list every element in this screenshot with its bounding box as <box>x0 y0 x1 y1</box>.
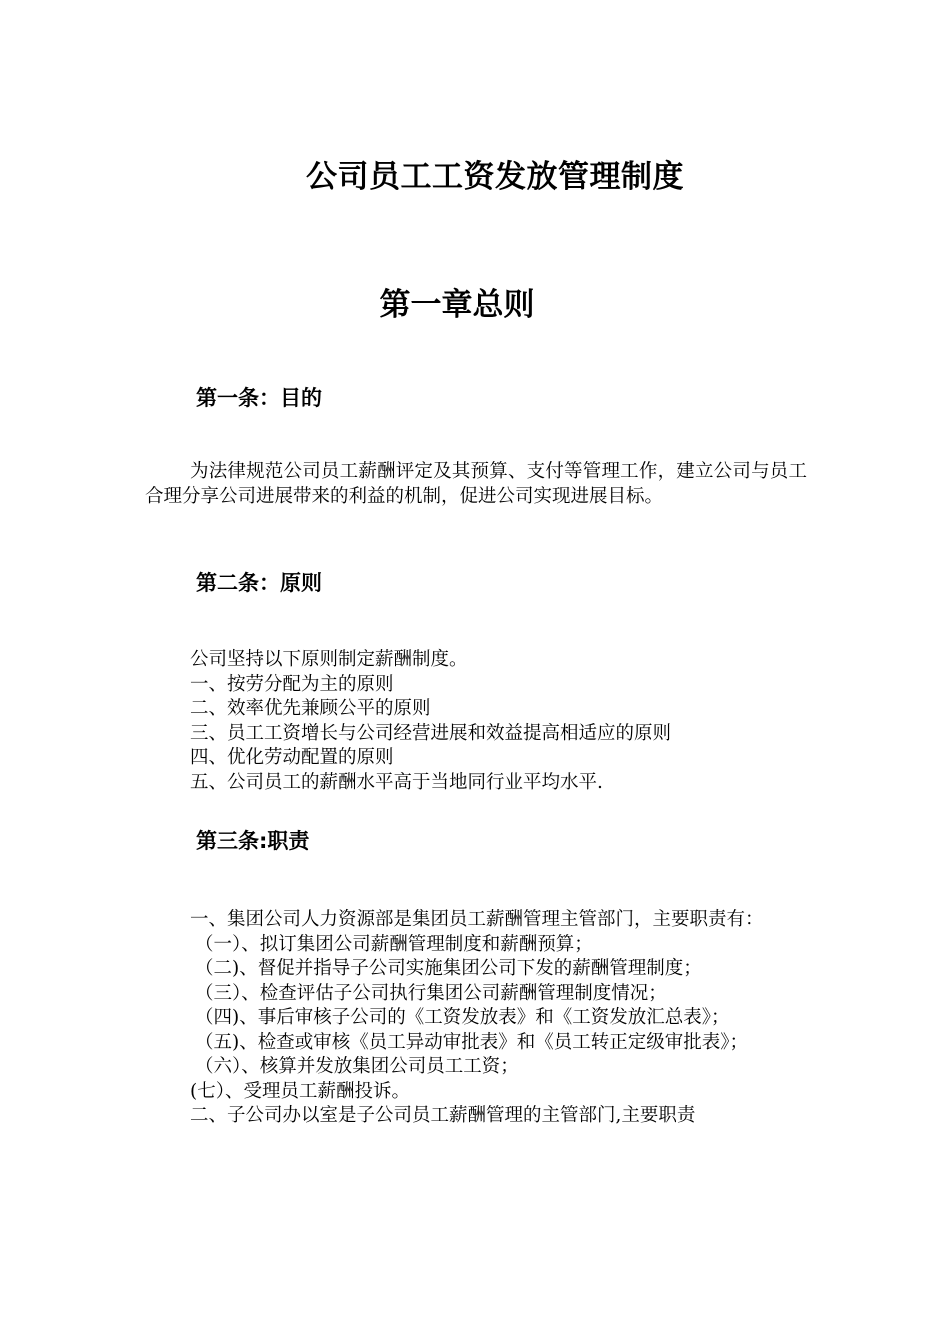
duty-item: （六）、核算并发放集团公司员工工资； <box>195 1056 519 1077</box>
article-1-heading: 第一条：目的 <box>196 386 322 410</box>
duty-section-2: 二、子公司办以室是子公司员工薪酬管理的主管部门,主要职责 <box>190 1105 696 1126</box>
list-item: 公司坚持以下原则制定薪酬制度。 <box>190 649 468 670</box>
list-item: 五、公司员工的薪酬水平高于当地同行业平均水平. <box>190 771 603 793</box>
list-item: 三、员工工资增长与公司经营进展和效益提高相适应的原则 <box>190 722 672 744</box>
duty-item: （四)、事后审核子公司的《工资发放表》和《工资发放汇总表》； <box>195 1007 730 1028</box>
article-1-paragraph <box>145 460 807 509</box>
article-2-heading: 第二条：原则 <box>196 571 322 595</box>
chapter-heading: 第一章总则 <box>379 287 535 323</box>
document-title: 公司员工工资发放管理制度 <box>306 159 684 195</box>
article-3-content <box>145 908 807 1129</box>
duty-item: （五)、检查或审核《员工异动审批表》和《员工转正定级审批表》； <box>195 1031 748 1053</box>
duty-intro: 一、集团公司人力资源部是集团员工薪酬管理主管部门，主要职责有： <box>190 909 764 930</box>
article-3-heading: 第三条:职责 <box>196 829 310 853</box>
paragraph-text: 为法律规范公司员工薪酬评定及其预算、支付等管理工作，建立公司与员工合理分享公司进展带来的利益的机制，促进公司实现进展目标。 <box>145 461 807 507</box>
article-2-list <box>145 648 807 795</box>
duty-item: （一）、拟订集团公司薪酬管理制度和薪酬预算； <box>195 933 593 955</box>
duty-item: (七）、受理员工薪酬投诉。 <box>190 1080 410 1102</box>
list-item: 二、效率优先兼顾公平的原则 <box>190 698 431 719</box>
list-item: 四、优化劳动配置的原则 <box>190 747 394 768</box>
list-item: 一、按劳分配为主的原则 <box>190 673 394 695</box>
duty-item: （三）、检查评估子公司执行集团公司薪酬管理制度情况； <box>195 982 667 1004</box>
duty-item: （二)、督促并指导子公司实施集团公司下发的薪酬管理制度； <box>195 958 702 979</box>
